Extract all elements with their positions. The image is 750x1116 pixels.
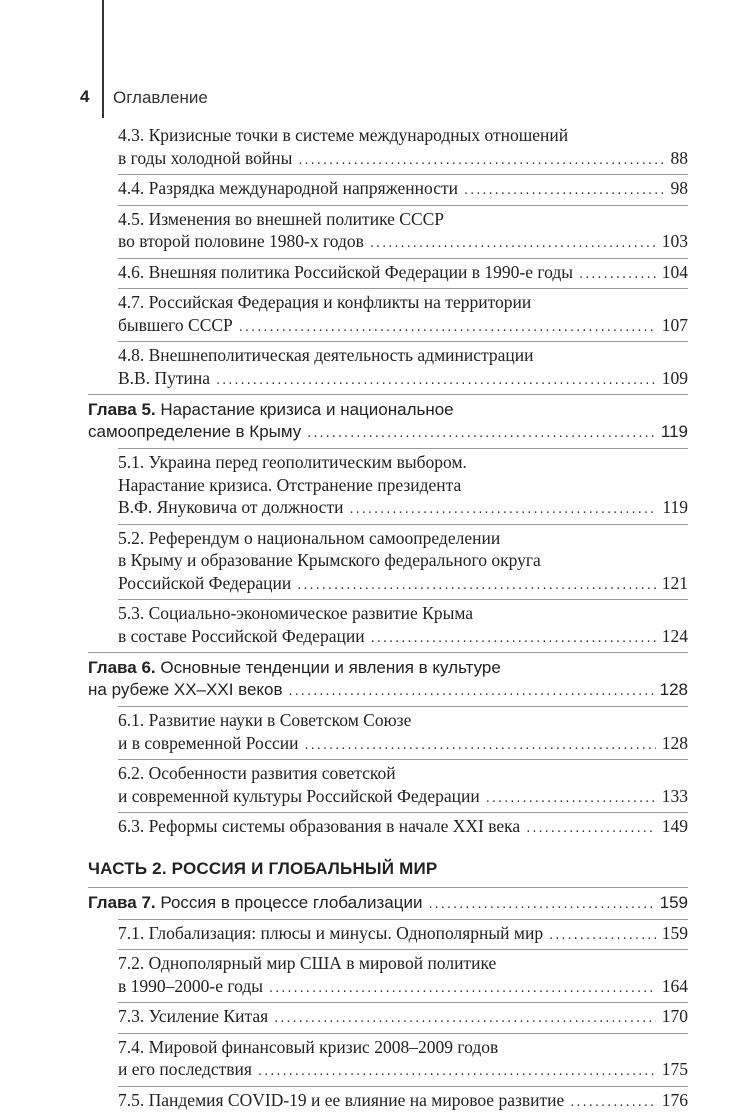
toc-page-number: 175 (662, 1058, 688, 1081)
chapter-label: Глава 5. (88, 400, 156, 419)
toc-page-number: 149 (662, 815, 688, 838)
dot-leader (239, 317, 656, 340)
dot-leader (289, 681, 654, 703)
toc-page-number: 128 (660, 679, 688, 701)
toc-page-number: 104 (662, 261, 688, 284)
toc-page-number: 133 (662, 785, 688, 808)
toc-entry-4-6: 4.6. Внешняя политика Российской Федерации в 1990-е годы ..... 104 (118, 258, 688, 289)
toc-entry-6-1: 6.1. Развитие науки в Советском Союзе и в современной России ..... 128 (118, 706, 688, 759)
dot-leader (274, 1008, 656, 1031)
toc-entry-7-5: 7.5. Пандемия COVID-19 и ее влияние на мировое развитие ..... 176 (118, 1086, 688, 1116)
part-2-heading: ЧАСТЬ 2. РОССИЯ И ГЛОБАЛЬНЫЙ МИР (88, 859, 688, 879)
dot-leader (464, 180, 665, 203)
dot-leader (269, 978, 656, 1001)
toc-page-number: 170 (662, 1005, 688, 1028)
toc-page-number: 119 (662, 496, 688, 519)
dot-leader (297, 575, 655, 598)
chapter-6-section (88, 652, 688, 843)
toc-entry-4-4: 4.4. Разрядка международной напряженности ..... 98 (118, 174, 688, 205)
dot-leader (549, 925, 656, 948)
chapter-5-section (88, 394, 688, 652)
toc-page-number: 109 (662, 367, 688, 390)
dot-leader (570, 1092, 655, 1115)
toc-page-number: 124 (662, 625, 688, 648)
toc-entry-5-3: 5.3. Социально-экономическое развитие Крыма в составе Российской Федерации ..... 124 (118, 599, 688, 652)
toc-page-number: 88 (671, 147, 689, 170)
toc-entry-4-3: 4.3. Кризисные точки в системе международных отношений в годы холодной войны ..... 88 (118, 122, 688, 174)
toc-entry-5-2: 5.2. Референдум о национальном самоопределении в Крыму и образование Крымского федерального округа Российской Федерации ..... 121 (118, 524, 688, 600)
dot-leader (298, 150, 664, 173)
toc-entry-7-1: 7.1. Глобализация: плюсы и минусы. Однополярный мир ..... 159 (118, 919, 688, 950)
toc-page-number: 159 (662, 922, 688, 945)
page-number: 4 (80, 87, 89, 107)
dot-leader (258, 1061, 656, 1084)
toc-page-number: 164 (662, 975, 688, 998)
toc-entry-4-5: 4.5. Изменения во внешней политике СССР во второй половине 1980-х годов ..... 103 (118, 205, 688, 258)
header-vertical-rule (102, 0, 104, 118)
chapter-7-heading: Глава 7. Россия в процессе глобализации ..... 159 (88, 888, 688, 919)
dot-leader (428, 894, 653, 916)
toc-entry-4-7: 4.7. Российская Федерация и конфликты на территории бывшего СССР ..... 107 (118, 288, 688, 341)
toc-page-number: 121 (662, 572, 688, 595)
toc-page-number: 176 (662, 1089, 688, 1112)
toc-entry-7-4: 7.4. Мировой финансовый кризис 2008–2009 годов и его последствия ..... 175 (118, 1033, 688, 1086)
dot-leader (305, 735, 656, 758)
dot-leader (486, 788, 656, 811)
toc-entry-4-8: 4.8. Внешнеполитическая деятельность администрации В.В. Путина ..... 109 (118, 341, 688, 394)
toc-page-number: 159 (660, 892, 688, 914)
chapter-4-section (88, 122, 688, 394)
dot-leader (307, 423, 655, 445)
chapter-label: Глава 6. (88, 658, 156, 677)
chapter-label: Глава 7. (88, 893, 156, 912)
table-of-contents (88, 122, 688, 1116)
toc-page-number: 98 (671, 177, 689, 200)
chapter-5-heading: Глава 5. Нарастание кризиса и национальное самоопределение в Крыму ..... 119 (88, 395, 688, 448)
dot-leader (579, 264, 656, 287)
toc-entry-7-3: 7.3. Усиление Китая ..... 170 (118, 1002, 688, 1033)
toc-page-number: 107 (662, 314, 688, 337)
dot-leader (371, 628, 656, 651)
chapter-7-section (88, 887, 688, 1116)
toc-entry-6-3: 6.3. Реформы системы образования в начале XXI века ..... 149 (118, 812, 688, 843)
dot-leader (349, 499, 656, 522)
toc-entry-7-2: 7.2. Однополярный мир США в мировой политике в 1990–2000-е годы ..... 164 (118, 949, 688, 1002)
toc-entry-5-1: 5.1. Украина перед геополитическим выбором. Нарастание кризиса. Отстранение президента В.Ф. Януковича от должности ..... 119 (118, 448, 688, 524)
chapter-6-heading: Глава 6. Основные тенденции и явления в культуре на рубеже XX–XXI веков ..... 128 (88, 653, 688, 706)
dot-leader (370, 233, 656, 256)
toc-page-number: 103 (662, 230, 688, 253)
dot-leader (216, 370, 656, 393)
toc-page-number: 119 (661, 421, 688, 443)
toc-page-number: 128 (662, 732, 688, 755)
dot-leader (526, 818, 656, 841)
toc-entry-6-2: 6.2. Особенности развития советской и современной культуры Российской Федерации ..... 133 (118, 759, 688, 812)
running-title: Оглавление (113, 88, 208, 108)
